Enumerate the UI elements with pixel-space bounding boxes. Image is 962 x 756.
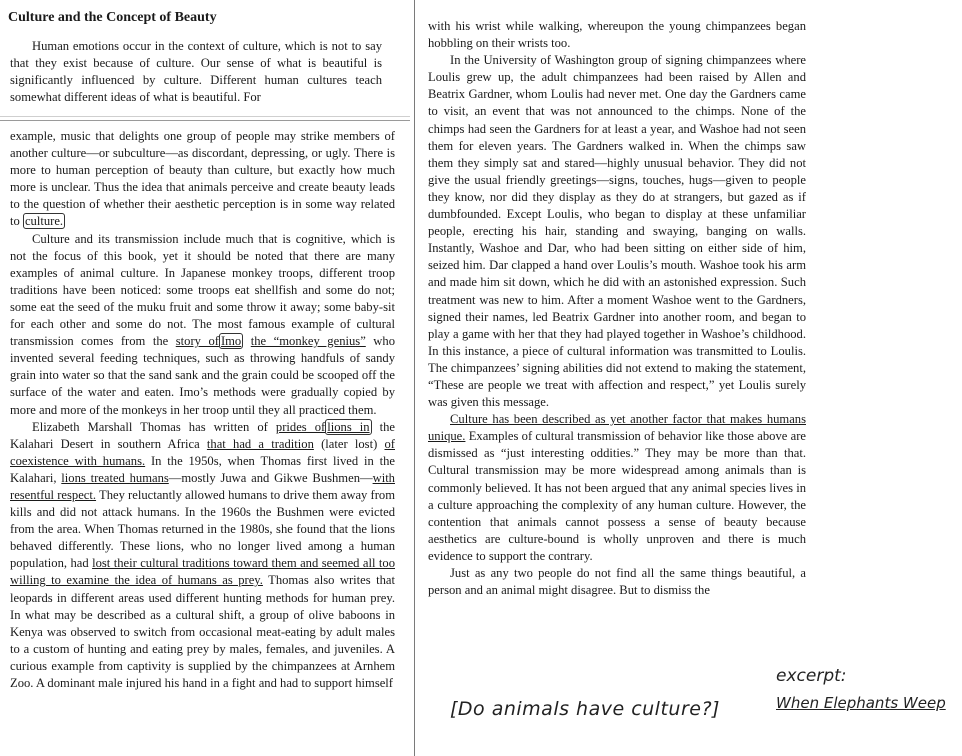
underlined-text: lost their cultural traditions toward them and seemed all too willing to examine the idea of humans as prey. [10,556,395,588]
paragraph [10,128,395,231]
paragraph [10,231,395,419]
page-divider [0,120,410,121]
paragraph [428,411,806,565]
scan-divider [0,116,410,117]
paragraph: with his wrist while walking, whereupon the young chimpanzees began hobbling on their wrists too. [428,19,806,51]
text-run: (later lost) [321,436,378,451]
left-column [10,128,395,692]
underlined-text: with resentful respect. [10,470,395,502]
handwritten-source-title: When Elephants Weep [776,694,946,712]
page-title: Culture and the Concept of Beauty [8,10,217,25]
handwritten-excerpt-label: excerpt: [776,666,847,686]
boxed-word: lions in [327,419,370,434]
text-run: —mostly Juwa and Gikwe Bushmen— [168,470,373,485]
paragraph: In the University of Washington group of signing chimpanzees where Loulis grew up, the adult chimpanzees had been raised by Allen and Beatrix Gardner, whom Loulis had never met. One day the Gardners came to visit, an event that was not announced to the chimps. None of the chimps had seen the Gardners for at least a year, and Washoe had not seen them for eleven years. The Gardners walked in. When the chimps saw them they simply sat and stared—highly unusual behavior. They did not give the usual friendly greetings—signs, touches, hugs—given to people they know, nor did they display as they do at strangers, but gazed as if dumbfounded. Except Loulis, who began to display at these unfamiliar people, erecting his hair, standing and swaying, banging on walls. Instantly, Washoe and Dar, who had been sitting on either side of him, seized him. Dar clapped a hand over Loulis’s mouth. Washoe took his arm and made him sit down, which he did with an astonished expression. Such treatment was new to him. After a moment Washoe went to the Gardners, signed their names, led Beatrix Gardner into another room, and began to play a game with her that they had played together in Washoe’s childhood. In this instance, a piece of cultural information was transmitted to Loulis. The chimpanzees’ signing abilities did not extend to making the statement, “These are people we treat with affection and respect,” yet Loulis surely was given this message. [428,53,806,410]
text-run: Culture and its transmission include much that is cognitive, which is not the focus of this book, yet it should be noted that there are many examples of animal culture. In Japanese monkey troops, different troop traditions have been noticed: some troops eat shellfish and some do not; some eat the seed of the muku fruit and some throw it away; some baby-sit for each other and some do not. The most famous example of cultural transmission comes from the [10,231,395,349]
intro-block [10,38,382,106]
paragraph [10,419,395,693]
underlined-text: the “monkey genius” [250,334,366,349]
intro-paragraph: Human emotions occur in the context of culture, which is not to say that they exist because of culture. Our sense of what is beautiful is significantly influenced by culture. Different human cultures teach somewhat different ideas of what is beautiful. For [10,39,382,105]
paragraph: Just as any two people do not find all the same things beautiful, a person and an animal might disagree. But to dismiss the [428,566,806,598]
text-run: Examples of cultural transmission of behavior like those above are dismissed as “just interesting oddities.” They may be more than that. Cultural transmission may be more widespread among animals than is commonly believed. It has not been argued that any animal species lives in a culture approaching the complexity of any human culture. However, the contention that animals cannot possess a sense of beauty because aesthetics are culture-bound is wholly unproven and there is much evidence to support the contrary. [428,429,806,563]
underlined-text: that had a tradition [206,436,314,451]
text-run: Thomas also writes that leopards in different areas used different hunting methods for human prey. In what may be described as a cultural shift, a group of olive baboons in Kenya was observed to switch from occasional meat-eating by adult males to a custom of hunting and eating prey by males, females, and juveniles. A curious example from captivity is supplied by the chimpanzees at Arnhem Zoo. A dominant male injured his hand in a fight and had to support himself [10,573,395,690]
text-run: Elizabeth Marshall Thomas has written of [32,419,268,434]
text-run: example, music that delights one group of people may strike members of another culture—or subculture—as discordant, depressing, or ugly. There is more to human perception of beauty than culture, but exactly how much more is unclear. Thus the idea that animals perceive and create beauty leads to the question of whether their aesthetic perception is in some way related to [10,129,395,229]
underlined-text: story of [175,334,219,349]
column-divider [414,0,415,756]
underlined-text: of coexistence with humans. [10,436,395,468]
handwritten-question: [Do animals have culture?] [450,698,720,720]
right-column [428,18,806,599]
text-run: They reluctantly allowed humans to drive them away from kills and did not attack humans. In the 1960s the Bushmen were evicted from the area. When Thomas returned in the 1980s, she found that the lions behaved differently. These lions, who no longer lived among a human population, had [10,487,395,571]
text-run: the Kalahari Desert in southern Africa [10,419,396,451]
underlined-text: prides of [275,419,326,434]
boxed-word: culture. [24,214,64,229]
text-run: In the 1950s, when Thomas first lived in the Kalahari, [10,453,395,485]
underlined-text: lions treated humans [61,470,169,485]
underlined-text: Culture has been described as yet another factor that makes humans unique. [428,412,806,444]
text-run: who invented several feeding techniques, such as throwing handfuls of sandy grain into water so that the sand sank and the grain could be scooped off the surface of the water and eaten. Imo’s methods were gradually copied by more and more of the monkeys in her troop until they all practiced them. [10,334,395,417]
boxed-word: Imo [220,334,242,349]
